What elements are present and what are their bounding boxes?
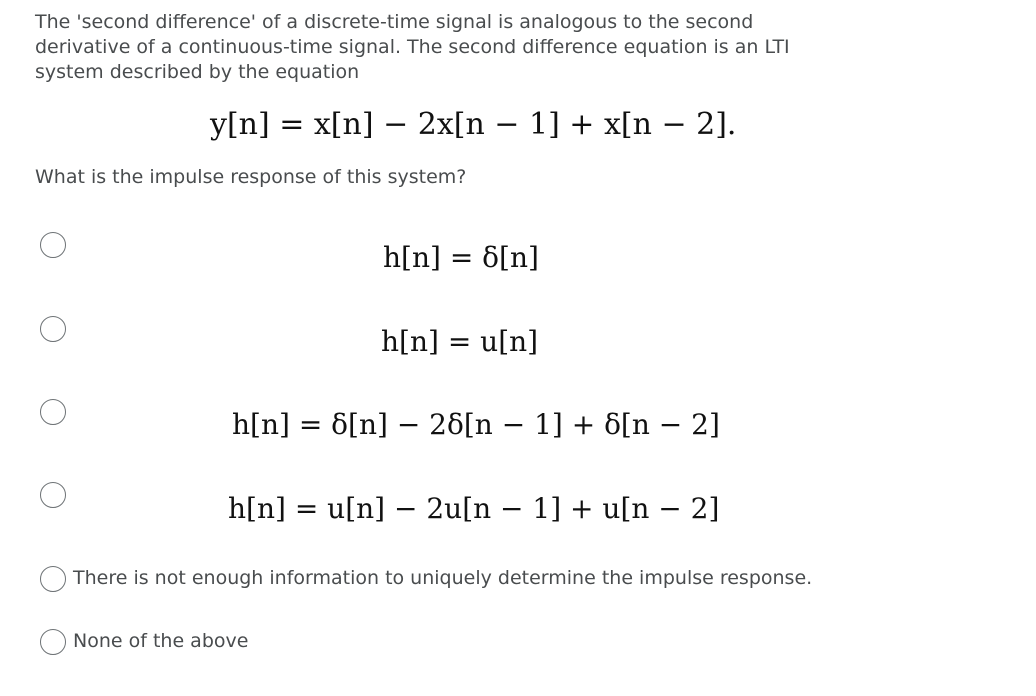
option-5-radio[interactable] (40, 566, 66, 592)
difference-equation: y[n] = x[n] − 2x[n − 1] + x[n − 2]. (210, 107, 737, 142)
option-3-label: h[n] = δ[n] − 2δ[n − 1] + δ[n − 2] (232, 408, 720, 441)
option-2-radio[interactable] (40, 316, 66, 342)
option-2-label: h[n] = u[n] (381, 325, 539, 358)
option-1-label: h[n] = δ[n] (383, 241, 539, 274)
option-3-radio[interactable] (40, 399, 66, 425)
option-6-label: None of the above (73, 630, 249, 652)
option-6-radio[interactable] (40, 629, 66, 655)
option-1-radio[interactable] (40, 232, 66, 258)
question-prompt: What is the impulse response of this system? (35, 166, 467, 188)
option-4-label: h[n] = u[n] − 2u[n − 1] + u[n − 2] (228, 492, 720, 525)
question-text: The 'second difference' of a discrete-time signal is analogous to the second derivative of a continuous-time signal. The second difference equation is an LTI system described by the equation (35, 11, 790, 83)
option-4-radio[interactable] (40, 482, 66, 508)
option-5-label: There is not enough information to uniquely determine the impulse response. (73, 567, 813, 589)
